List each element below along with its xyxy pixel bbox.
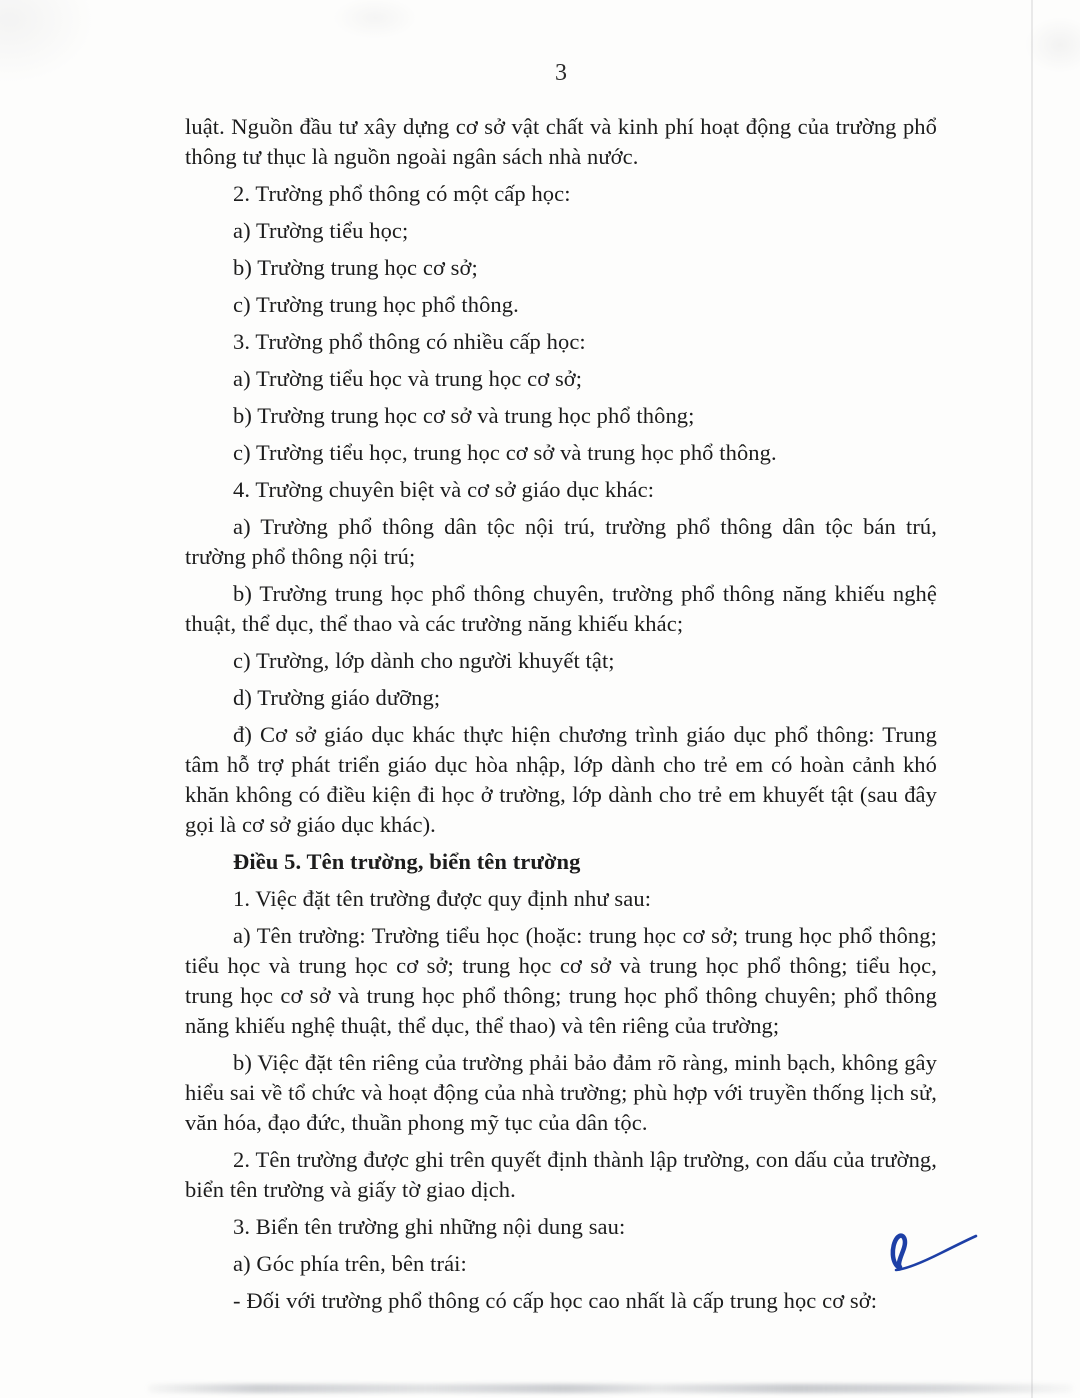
list-item: a) Trường tiểu học và trung học cơ sở; — [233, 366, 583, 391]
list-item: d) Trường giáo dưỡng; — [233, 685, 441, 710]
document-body — [185, 112, 937, 1323]
paragraph: - Đối với trường phổ thông có cấp học cao nhất là cấp trung học cơ sở: — [233, 1288, 878, 1313]
list-item: b) Trường trung học cơ sở; — [233, 255, 478, 280]
scan-artifact-bottom-band — [148, 1384, 1073, 1393]
list-item: a) Trường phổ thông dân tộc nội trú, trường phổ thông dân tộc bán trú, trường phổ thông nội trú; — [185, 514, 937, 569]
paragraph: 1. Việc đặt tên trường được quy định như sau: — [233, 886, 652, 911]
scan-artifact-page-edge — [1031, 0, 1033, 1398]
paragraph: 3. Trường phổ thông có nhiều cấp học: — [233, 329, 586, 354]
paragraph: 2. Tên trường được ghi trên quyết định thành lập trường, con dấu của trường, biển tên trường và giấy tờ giao dịch. — [185, 1147, 937, 1202]
pen-mark — [883, 1228, 983, 1278]
list-item: b) Trường trung học cơ sở và trung học phổ thông; — [233, 403, 695, 428]
list-item: c) Trường tiểu học, trung học cơ sở và trung học phổ thông. — [233, 440, 777, 465]
paragraph: 4. Trường chuyên biệt và cơ sở giáo dục khác: — [233, 477, 655, 502]
paragraph: 3. Biển tên trường ghi những nội dung sau: — [233, 1214, 626, 1239]
article-heading: Điều 5. Tên trường, biển tên trường — [233, 849, 581, 874]
list-item: a) Góc phía trên, bên trái: — [233, 1251, 467, 1276]
paragraph: 2. Trường phổ thông có một cấp học: — [233, 181, 571, 206]
page-number: 3 — [555, 60, 567, 86]
list-item: c) Trường, lớp dành cho người khuyết tật; — [233, 648, 615, 673]
list-item: đ) Cơ sở giáo dục khác thực hiện chương trình giáo dục phổ thông: Trung tâm hỗ trợ phát triển giáo dục hòa nhập, lớp dành cho trẻ em có hoàn cảnh khó khăn không có điều kiện đi học ở trường, lớp dành cho trẻ em khuyết tật (sau đây gọi là cơ sở giáo dục khác). — [185, 722, 937, 837]
list-item: b) Trường trung học phổ thông chuyên, trường phổ thông năng khiếu nghệ thuật, thể dục, thể thao và các trường năng khiếu khác; — [185, 581, 937, 636]
list-item: c) Trường trung học phổ thông. — [233, 292, 519, 317]
list-item: b) Việc đặt tên riêng của trường phải bảo đảm rõ ràng, minh bạch, không gây hiểu sai về tổ chức và hoạt động của nhà trường; phù hợp với truyền thống lịch sử, văn hóa, đạo đức, thuần phong mỹ tục của dân tộc. — [185, 1050, 937, 1135]
list-item: a) Tên trường: Trường tiểu học (hoặc: trung học cơ sở; trung học phổ thông; tiểu học và trung học cơ sở; trung học cơ sở và trung học phổ thông; tiểu học, trung học cơ sở và trung học phổ thông; trung học phổ thông chuyên; phổ thông năng khiếu nghệ thuật, thể dục, thể thao) và tên riêng của trường; — [185, 923, 937, 1038]
list-item: a) Trường tiểu học; — [233, 218, 409, 243]
paragraph: luật. Nguồn đầu tư xây dựng cơ sở vật chất và kinh phí hoạt động của trường phổ thông tư thục là nguồn ngoài ngân sách nhà nước. — [185, 114, 937, 169]
